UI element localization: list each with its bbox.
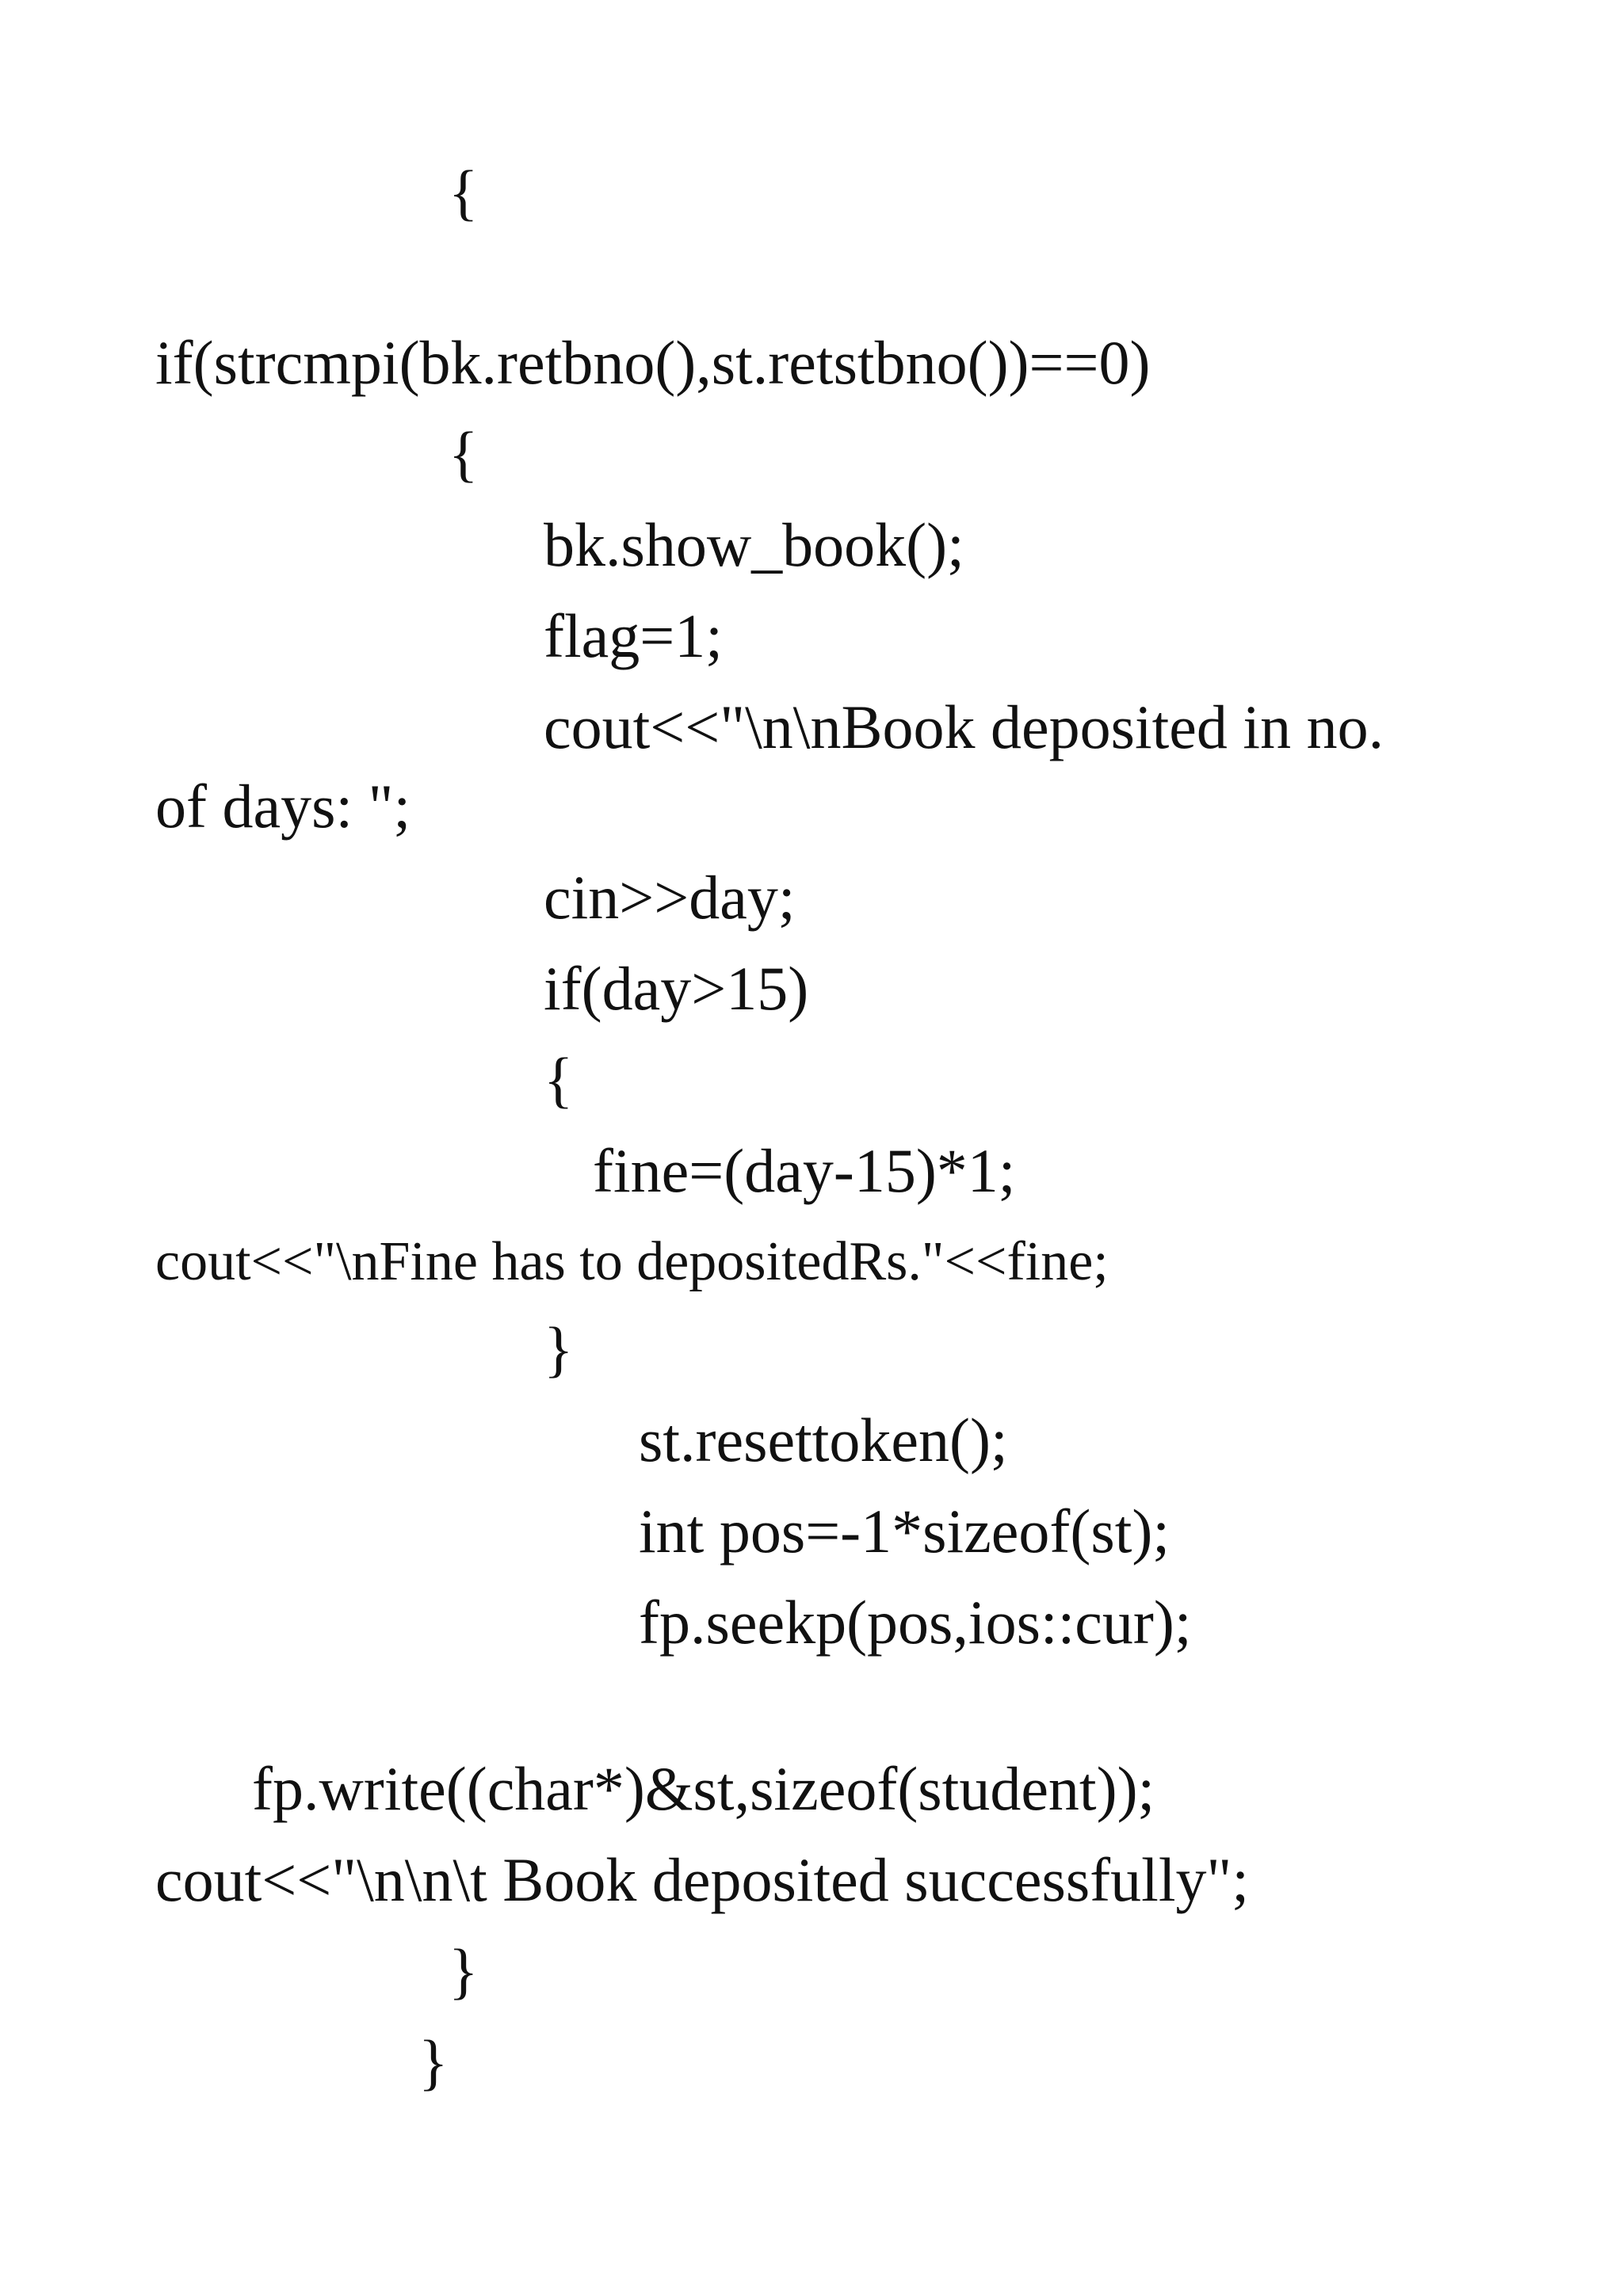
code-line: cout<<"\n\n\t Book deposited successfully";: [155, 1845, 1250, 1914]
code-line: int pos=-1*sizeof(st);: [639, 1497, 1170, 1566]
code-line: }: [544, 1314, 574, 1383]
code-line: cout<<"\n\nBook deposited in no.: [544, 692, 1384, 761]
code-line: st.resettoken();: [639, 1405, 1008, 1474]
code-line: of days: ";: [155, 772, 411, 841]
code-line: fp.write((char*)&st,sizeof(student));: [252, 1754, 1155, 1823]
code-line: cout<<"\nFine has to depositedRs."<<fine;: [155, 1231, 1109, 1292]
code-line: if(day>15): [544, 954, 809, 1023]
code-line: if(strcmpi(bk.retbno(),st.retstbno())==0): [155, 328, 1151, 397]
code-line: {: [449, 158, 479, 227]
code-line: }: [449, 1936, 479, 2005]
code-line: cin>>day;: [544, 863, 796, 932]
code-line: fine=(day-15)*1;: [593, 1136, 1016, 1205]
code-line: fp.seekp(pos,ios::cur);: [639, 1588, 1192, 1657]
code-line: {: [449, 419, 479, 488]
code-line: flag=1;: [544, 601, 723, 670]
code-line: }: [418, 2027, 449, 2096]
code-line: bk.show_book();: [544, 510, 964, 579]
code-line: {: [544, 1045, 574, 1114]
